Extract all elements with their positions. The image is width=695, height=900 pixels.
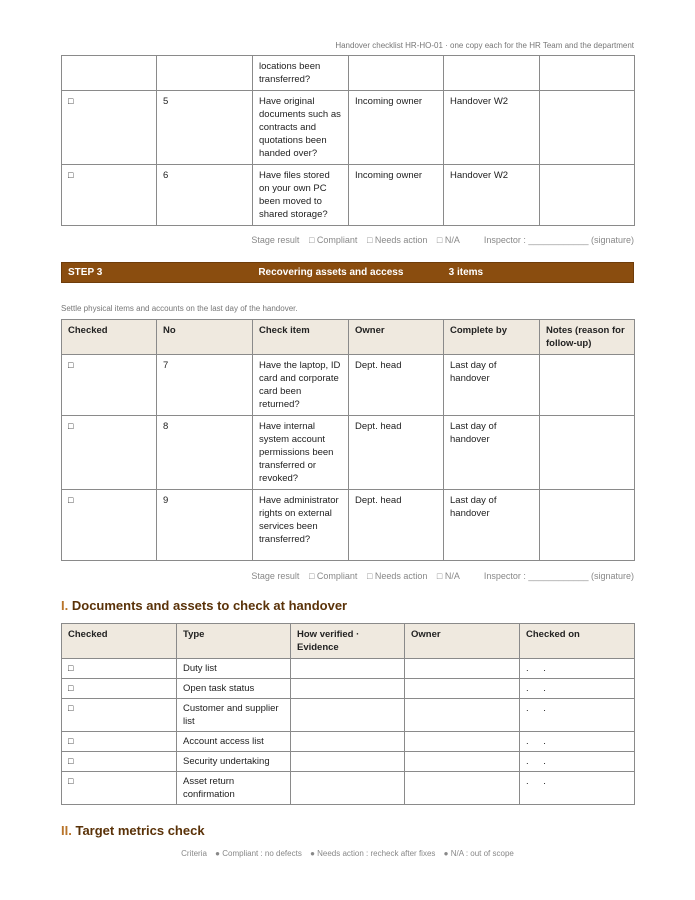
cell-checked-on[interactable]: . . [520,752,635,772]
step3-label: STEP 3 [68,267,103,278]
section2-number: II. [61,823,72,838]
cell-owner: Dept. head [349,416,444,490]
cell-complete-by: Handover W2 [444,91,540,165]
col-check-item: Check item [253,320,349,355]
cell-no: 8 [157,416,253,490]
table-row [62,679,635,699]
table-row [62,659,635,679]
row-checkbox[interactable]: □ [62,732,177,752]
cell-checked-on[interactable]: . . [520,732,635,752]
col-checked: Checked [62,624,177,659]
table-row [62,752,635,772]
section1-title [61,598,347,613]
cell-type: Open task status [177,679,291,699]
cell-complete-by: Last day of handover [444,490,540,561]
row-checkbox[interactable]: □ [62,699,177,732]
cell-verified[interactable] [291,732,405,752]
needs-action-checkbox[interactable]: □ Needs action [366,571,428,581]
cell-checked-on[interactable]: . . [520,772,635,805]
cell-no: 7 [157,355,253,416]
cell-owner [349,56,444,91]
na-checkbox[interactable]: □ N/A [436,571,460,581]
cell-notes[interactable] [540,490,635,561]
row-checkbox[interactable]: □ [62,679,177,699]
cell-notes[interactable] [540,355,635,416]
table-header-row [62,320,635,355]
criteria-na: ● N/A : out of scope [443,849,514,858]
col-complete-by: Complete by [444,320,540,355]
cell-item: Have the laptop, ID card and corporate card been returned? [253,355,349,416]
section1-number: I. [61,598,69,613]
row-checkbox[interactable]: □ [62,659,177,679]
row-checkbox[interactable] [62,56,157,91]
step2-table [61,55,635,226]
stage-result-label: Stage result [251,571,300,581]
cell-complete-by [444,56,540,91]
row-checkbox[interactable]: □ [62,165,157,226]
cell-complete-by: Last day of handover [444,355,540,416]
cell-item: Have files stored on your own PC been moved to shared storage? [253,165,349,226]
cell-notes[interactable] [540,165,635,226]
cell-notes[interactable] [540,416,635,490]
step3-bar [61,262,634,283]
cell-owner[interactable] [405,732,520,752]
cell-type: Asset return confirmation [177,772,291,805]
table-row [62,91,635,165]
table-row [62,416,635,490]
section2-heading: Target metrics check [75,823,205,838]
na-checkbox[interactable]: □ N/A [436,235,460,245]
cell-owner: Incoming owner [349,165,444,226]
col-checked-on: Checked on [520,624,635,659]
row-checkbox[interactable]: □ [62,91,157,165]
step3-description: Settle physical items and accounts on the last day of the handover. [61,304,298,313]
col-owner: Owner [405,624,520,659]
cell-complete-by: Last day of handover [444,416,540,490]
cell-notes[interactable] [540,91,635,165]
col-no: No [157,320,253,355]
table-row [62,699,635,732]
col-type: Type [177,624,291,659]
compliant-checkbox[interactable]: □ Compliant [308,235,358,245]
cell-type: Duty list [177,659,291,679]
inspector-signature[interactable]: Inspector : ____________ (signature) [483,235,634,245]
cell-owner[interactable] [405,699,520,732]
inspector-signature[interactable]: Inspector : ____________ (signature) [483,571,634,581]
step3-count: 3 items [448,267,484,278]
cell-no: 9 [157,490,253,561]
cell-item: Have original documents such as contracts and quotations been handed over? [253,91,349,165]
stage-result-2 [244,571,634,581]
cell-owner: Dept. head [349,490,444,561]
col-checked: Checked [62,320,157,355]
cell-verified[interactable] [291,699,405,732]
cell-owner: Dept. head [349,355,444,416]
criteria-compliant: ● Compliant : no defects [215,849,302,858]
table-row [62,355,635,416]
criteria-label: Criteria [181,849,207,858]
cell-type: Customer and supplier list [177,699,291,732]
row-checkbox[interactable]: □ [62,355,157,416]
cell-complete-by: Handover W2 [444,165,540,226]
row-checkbox[interactable]: □ [62,772,177,805]
row-checkbox[interactable]: □ [62,490,157,561]
table-row [62,732,635,752]
col-owner: Owner [349,320,444,355]
section1-heading: Documents and assets to check at handover [71,598,348,613]
col-notes: Notes (reason for follow-up) [540,320,635,355]
cell-notes[interactable] [540,56,635,91]
step3-table [61,319,635,561]
row-checkbox[interactable]: □ [62,752,177,772]
stage-result-label: Stage result [251,235,300,245]
cell-verified[interactable] [291,772,405,805]
cell-verified[interactable] [291,679,405,699]
col-how-verified: How verified · Evidence [291,624,405,659]
cell-verified[interactable] [291,659,405,679]
table-row [62,165,635,226]
cell-owner: Incoming owner [349,91,444,165]
cell-type: Account access list [177,732,291,752]
cell-item: locations been transferred? [253,56,349,91]
cell-owner[interactable] [405,772,520,805]
section2-title [61,823,205,838]
cell-owner[interactable] [405,679,520,699]
stage-result-1 [244,235,634,245]
step3-title: Recovering assets and access [258,267,404,278]
cell-checked-on[interactable]: . . [520,659,635,679]
table-row [62,772,635,805]
cell-owner[interactable] [405,659,520,679]
criteria-legend [61,849,634,858]
table-header-row [62,624,635,659]
row-checkbox[interactable]: □ [62,416,157,490]
cell-checked-on[interactable]: . . [520,679,635,699]
criteria-needs-action: ● Needs action : recheck after fixes [310,849,436,858]
cell-no: 5 [157,91,253,165]
compliant-checkbox[interactable]: □ Compliant [308,571,358,581]
needs-action-checkbox[interactable]: □ Needs action [366,235,428,245]
table-row [62,56,635,91]
cell-owner[interactable] [405,752,520,772]
section1-table [61,623,635,805]
cell-item: Have internal system account permissions been transferred or revoked? [253,416,349,490]
cell-no [157,56,253,91]
table-row [62,490,635,561]
cell-no: 6 [157,165,253,226]
cell-item: Have administrator rights on external services been transferred? [253,490,349,561]
header-note: Handover checklist HR-HO-01 · one copy each for the HR Team and the department [335,41,634,50]
cell-verified[interactable] [291,752,405,772]
cell-type: Security undertaking [177,752,291,772]
cell-checked-on[interactable]: . . [520,699,635,732]
